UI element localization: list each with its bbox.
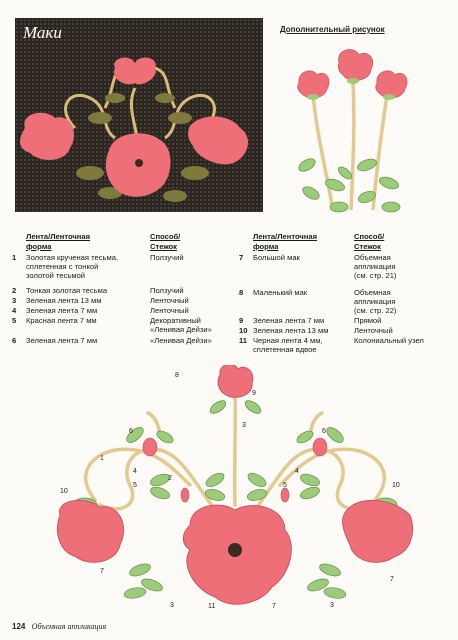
callout-10: 10 — [60, 488, 68, 495]
callout-1: 1 — [100, 455, 104, 462]
callout-7: 7 — [100, 568, 104, 575]
callout-4: 4 — [133, 468, 137, 475]
photo-title: Маки — [23, 23, 62, 42]
callout-11: 11 — [208, 603, 216, 610]
callout-6: 6 — [129, 428, 133, 435]
callout-3c: 3 — [330, 602, 334, 609]
poppy-center-knot — [228, 543, 242, 557]
callout-5b: 5 — [283, 482, 287, 489]
callout-7b: 7 — [390, 576, 394, 583]
callout-7c: 7 — [272, 603, 276, 610]
poppy-embroidery-image — [15, 18, 263, 212]
callout-4b: 4 — [295, 468, 299, 475]
callout-6b: 6 — [322, 428, 326, 435]
embroidery-photo — [15, 18, 263, 212]
page-footer — [12, 622, 106, 631]
callout-9: 9 — [252, 390, 256, 397]
callout-8: 8 — [175, 372, 179, 379]
callout-2: 2 — [168, 475, 172, 482]
callout-5: 5 — [133, 482, 137, 489]
page-number: 124 — [12, 622, 26, 631]
callout-3: 3 — [242, 422, 246, 429]
extra-drawing-title: Дополнительный рисунок — [280, 25, 385, 34]
section-name: Объемная аппликация — [31, 622, 107, 631]
callout-3b: 3 — [170, 602, 174, 609]
pattern-diagram — [40, 365, 430, 620]
extra-poppy-drawing — [285, 45, 445, 220]
callout-10b: 10 — [392, 482, 400, 489]
